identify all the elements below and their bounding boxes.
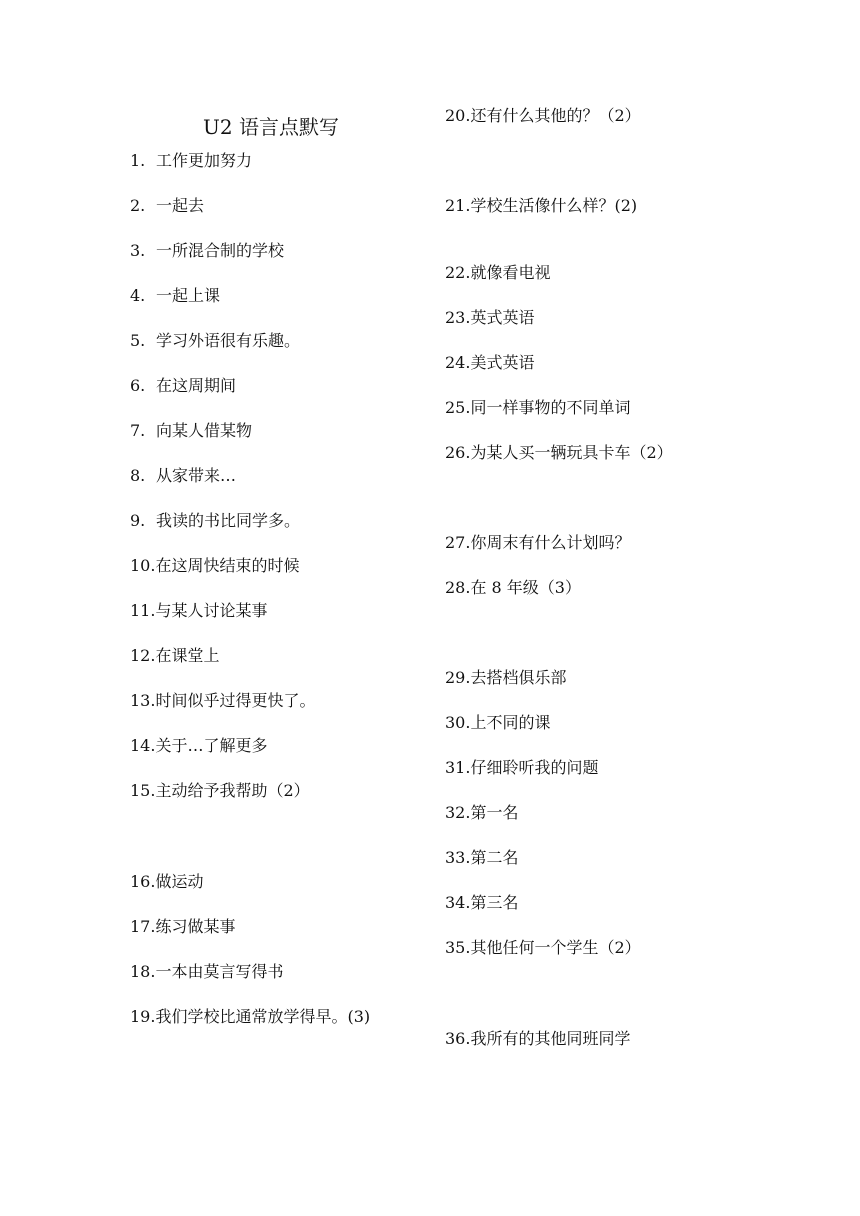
list-item: [130, 151, 252, 171]
item-number: 9.: [130, 511, 146, 530]
item-number: 8.: [130, 466, 146, 485]
item-text: 第三名: [470, 893, 519, 912]
item-text: 主动给予我帮助（2）: [155, 781, 310, 800]
item-text: 在这周期间: [156, 376, 237, 395]
list-item: [445, 668, 566, 688]
list-item: [445, 398, 630, 418]
list-item: [445, 803, 518, 823]
item-number: 22.: [445, 263, 471, 282]
item-number: 3.: [130, 241, 146, 260]
item-number: 35.: [445, 938, 471, 957]
item-text: 学习外语很有乐趣。: [156, 331, 301, 350]
item-text: 英式英语: [470, 308, 535, 327]
item-number: 23.: [445, 308, 471, 327]
item-text: 一起上课: [156, 286, 221, 305]
list-item: [130, 781, 310, 801]
list-item: [130, 376, 236, 396]
item-text: 我读的书比同学多。: [156, 511, 301, 530]
item-number: 4.: [130, 286, 146, 305]
item-number: 28.: [445, 578, 471, 597]
item-number: 30.: [445, 713, 471, 732]
list-item: [445, 938, 641, 958]
item-text: 练习做某事: [155, 917, 236, 936]
item-number: 12.: [130, 646, 156, 665]
list-item: [445, 758, 598, 778]
list-item: [130, 556, 299, 576]
item-number: 5.: [130, 331, 146, 350]
item-number: 36.: [445, 1029, 471, 1048]
list-item: [445, 848, 518, 868]
list-item: [445, 713, 550, 733]
list-item: [130, 196, 204, 216]
list-item: [130, 962, 283, 982]
list-item: [445, 196, 637, 216]
item-text: 与某人讨论某事: [155, 601, 268, 620]
item-number: 16.: [130, 872, 156, 891]
item-number: 10.: [130, 556, 156, 575]
item-text: 向某人借某物: [156, 421, 253, 440]
item-text: 关于…了解更多: [155, 736, 268, 755]
item-text: 在课堂上: [155, 646, 220, 665]
item-text: 我所有的其他同班同学: [470, 1029, 631, 1048]
list-item: [130, 917, 235, 937]
item-text: 第一名: [470, 803, 519, 822]
item-number: 31.: [445, 758, 471, 777]
item-text: 在这周快结束的时候: [155, 556, 300, 575]
item-number: 21.: [445, 196, 471, 215]
item-text: 还有什么其他的？（2）: [470, 106, 641, 125]
page-title: U2 语言点默写: [203, 115, 339, 139]
item-text: 就像看电视: [470, 263, 551, 282]
list-item: [445, 443, 673, 463]
item-number: 27.: [445, 533, 471, 552]
item-text: 学校生活像什么样？(2): [470, 196, 638, 215]
list-item: [445, 353, 534, 373]
item-text: 在 8 年级（3）: [470, 578, 581, 597]
list-item: [445, 578, 581, 598]
item-text: 去搭档俱乐部: [470, 668, 567, 687]
list-item: [445, 1029, 630, 1049]
item-text: 我们学校比通常放学得早。(3): [155, 1007, 371, 1026]
list-item: [130, 466, 236, 486]
item-text: 你周末有什么计划吗？: [470, 533, 631, 552]
item-text: 其他任何一个学生（2）: [470, 938, 641, 957]
list-item: [130, 1007, 370, 1027]
item-number: 25.: [445, 398, 471, 417]
item-number: 1.: [130, 151, 146, 170]
list-item: [130, 601, 267, 621]
item-number: 33.: [445, 848, 471, 867]
item-number: 19.: [130, 1007, 156, 1026]
list-item: [130, 421, 252, 441]
item-number: 20.: [445, 106, 471, 125]
item-number: 26.: [445, 443, 471, 462]
list-item: [445, 106, 641, 126]
list-item: [130, 511, 300, 531]
item-number: 6.: [130, 376, 146, 395]
list-item: [445, 533, 630, 553]
item-text: 做运动: [155, 872, 204, 891]
list-item: [130, 331, 300, 351]
item-number: 15.: [130, 781, 156, 800]
item-number: 14.: [130, 736, 156, 755]
item-number: 32.: [445, 803, 471, 822]
list-item: [130, 286, 220, 306]
item-text: 从家带来…: [156, 466, 237, 485]
list-item: [130, 241, 284, 261]
item-text: 为某人买一辆玩具卡车（2）: [470, 443, 673, 462]
item-text: 一起去: [156, 196, 205, 215]
list-item: [445, 893, 518, 913]
item-text: 一本由莫言写得书: [155, 962, 284, 981]
item-text: 工作更加努力: [156, 151, 253, 170]
item-text: 美式英语: [470, 353, 535, 372]
item-number: 13.: [130, 691, 156, 710]
item-text: 时间似乎过得更快了。: [155, 691, 316, 710]
item-text: 一所混合制的学校: [156, 241, 285, 260]
item-text: 上不同的课: [470, 713, 551, 732]
item-number: 7.: [130, 421, 146, 440]
item-number: 2.: [130, 196, 146, 215]
list-item: [445, 308, 534, 328]
item-text: 第二名: [470, 848, 519, 867]
item-number: 11.: [130, 601, 156, 620]
item-text: 仔细聆听我的问题: [470, 758, 599, 777]
item-number: 24.: [445, 353, 471, 372]
item-number: 34.: [445, 893, 471, 912]
item-number: 17.: [130, 917, 156, 936]
list-item: [130, 872, 203, 892]
list-item: [130, 736, 267, 756]
list-item: [445, 263, 550, 283]
item-text: 同一样事物的不同单词: [470, 398, 631, 417]
list-item: [130, 646, 219, 666]
item-number: 18.: [130, 962, 156, 981]
list-item: [130, 691, 315, 711]
item-number: 29.: [445, 668, 471, 687]
